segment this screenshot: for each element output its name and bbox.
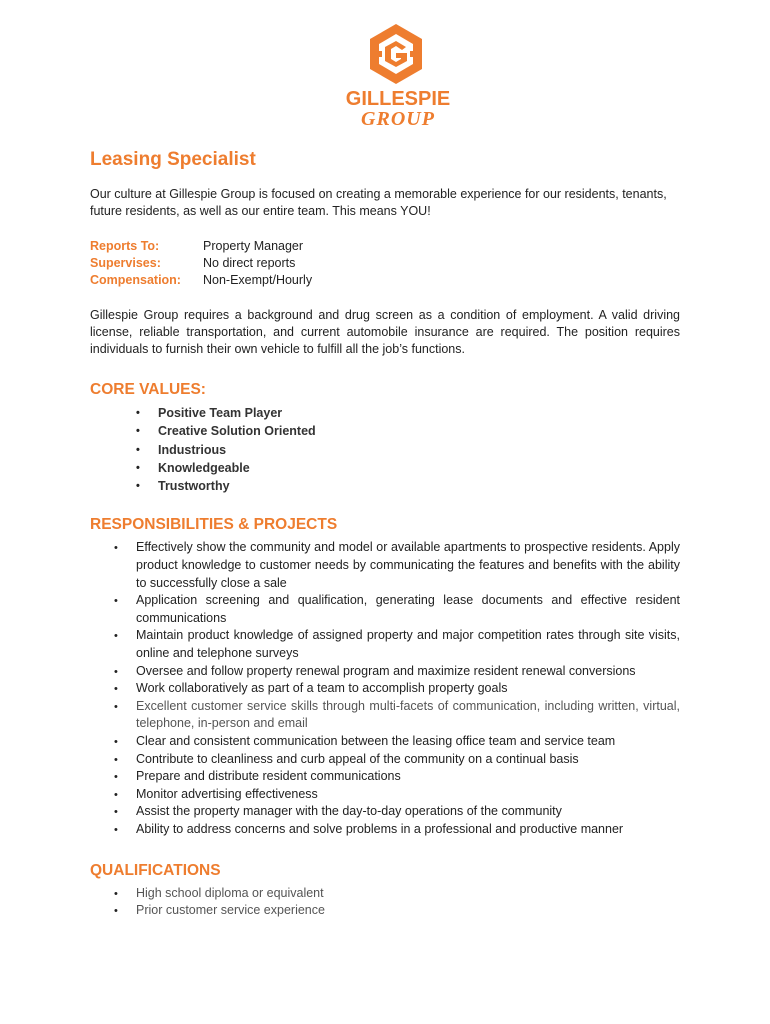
info-row-compensation: [90, 272, 680, 289]
info-value: Non-Exempt/Hourly: [203, 273, 313, 287]
list-item-text: Ability to address concerns and solve problems in a professional and productive manner: [136, 821, 624, 836]
list-item-text: Assist the property manager with the day-to-day operations of the community: [136, 804, 562, 819]
bullet-icon: •: [114, 823, 118, 836]
bullet-icon: •: [114, 736, 118, 749]
bullet-icon: •: [136, 443, 140, 456]
requirements-paragraph: Gillespie Group requires a background and drug screen as a condition of employment. A valid driving license, reliable transportation, and current automobile insurance are required. The position requires individuals to furnish their own vehicle to fulfill all the job’s functions.: [90, 308, 680, 356]
core-values-heading: CORE VALUES:: [90, 381, 206, 398]
qualifications-list: [90, 885, 680, 920]
list-item: [136, 404, 680, 422]
bullet-icon: •: [136, 407, 140, 419]
bullet-icon: •: [136, 425, 140, 438]
bullet-icon: •: [136, 461, 140, 474]
document-content: [90, 148, 680, 920]
bullet-icon: •: [114, 905, 118, 918]
bullet-icon: •: [114, 806, 118, 819]
list-item-text: Prepare and distribute resident communications: [136, 769, 401, 784]
bullet-icon: •: [114, 683, 118, 696]
list-item: [114, 821, 680, 839]
bullet-icon: •: [114, 542, 118, 555]
responsibilities-list: [90, 539, 680, 838]
list-item: [114, 803, 680, 821]
list-item-text: Positive Team Player: [158, 406, 283, 420]
list-item: [114, 885, 680, 903]
bullet-icon: •: [114, 665, 118, 678]
list-item-text: Trustworthy: [158, 479, 230, 494]
bullet-icon: •: [114, 700, 118, 713]
intro-paragraph: Our culture at Gillespie Group is focused on creating a memorable experience for our residents, tenants, future residents, as well as our entire team. This means YOU!: [90, 187, 667, 218]
logo-wordmark-line2: GROUP: [361, 108, 435, 130]
logo-wordmark-line1: GILLESPIE: [345, 88, 451, 110]
list-item-text: Work collaboratively as part of a team to accomplish property goals: [136, 681, 508, 696]
list-item: [114, 733, 680, 751]
info-value: No direct reports: [203, 256, 296, 270]
bullet-icon: •: [114, 771, 118, 784]
list-item: [136, 459, 680, 477]
bullet-icon: •: [114, 595, 118, 608]
list-item: [114, 902, 680, 920]
info-value: Property Manager: [203, 239, 304, 253]
list-item-text: High school diploma or equivalent: [136, 885, 324, 900]
list-item-text: Creative Solution Oriented: [158, 424, 316, 439]
info-row-supervises: [90, 255, 680, 272]
list-item: [114, 680, 680, 698]
list-item-text: Prior customer service experience: [136, 903, 325, 918]
list-item-text: Maintain product knowledge of assigned property and major competition rates through site visits, online and telephone surveys: [136, 628, 680, 661]
job-title: Leasing Specialist: [90, 149, 256, 170]
list-item-text: Excellent customer service skills through multi-facets of communication, including written, virtual, telephone, in-person and email: [136, 698, 680, 731]
list-item: [114, 786, 680, 804]
list-item-text: Oversee and follow property renewal program and maximize resident renewal conversions: [136, 663, 636, 678]
hexagon-g-logo-icon: [366, 22, 426, 86]
list-item: [136, 422, 680, 440]
core-values-list: [90, 404, 680, 495]
info-label: Supervises:: [90, 256, 161, 270]
job-info-table: [90, 238, 680, 289]
list-item-text: Industrious: [158, 442, 227, 457]
responsibilities-heading: RESPONSIBILITIES & PROJECTS: [90, 516, 338, 534]
bullet-icon: •: [114, 630, 118, 643]
list-item: [114, 663, 680, 681]
qualifications-heading: QUALIFICATIONS: [90, 861, 221, 879]
info-label: Reports To:: [90, 239, 160, 253]
list-item-text: Application screening and qualification, generating lease documents and effective resident communications: [136, 593, 680, 625]
list-item-text: Monitor advertising effectiveness: [136, 786, 318, 801]
list-item-text: Contribute to cleanliness and curb appeal of the community on a continual basis: [136, 751, 579, 766]
bullet-icon: •: [114, 753, 118, 766]
list-item-text: Knowledgeable: [158, 460, 250, 475]
info-label: Compensation:: [90, 273, 181, 287]
list-item-text: Clear and consistent communication between the leasing office team and service team: [136, 734, 616, 749]
list-item: [114, 592, 680, 627]
list-item: [114, 698, 680, 733]
list-item: [114, 751, 680, 769]
info-row-reports-to: [90, 238, 680, 255]
list-item: [136, 441, 680, 459]
list-item-text: Effectively show the community and model or available apartments to prospective residents. Apply product knowledge to customer needs by communicating the features and benefits with the ability to successfully close a sale: [136, 540, 680, 590]
bullet-icon: •: [136, 480, 140, 493]
bullet-icon: •: [114, 788, 118, 801]
bullet-icon: •: [114, 887, 118, 900]
list-item: [114, 539, 680, 592]
list-item: [114, 768, 680, 786]
list-item: [114, 627, 680, 662]
list-item: [136, 477, 680, 495]
company-logo: [338, 22, 458, 132]
